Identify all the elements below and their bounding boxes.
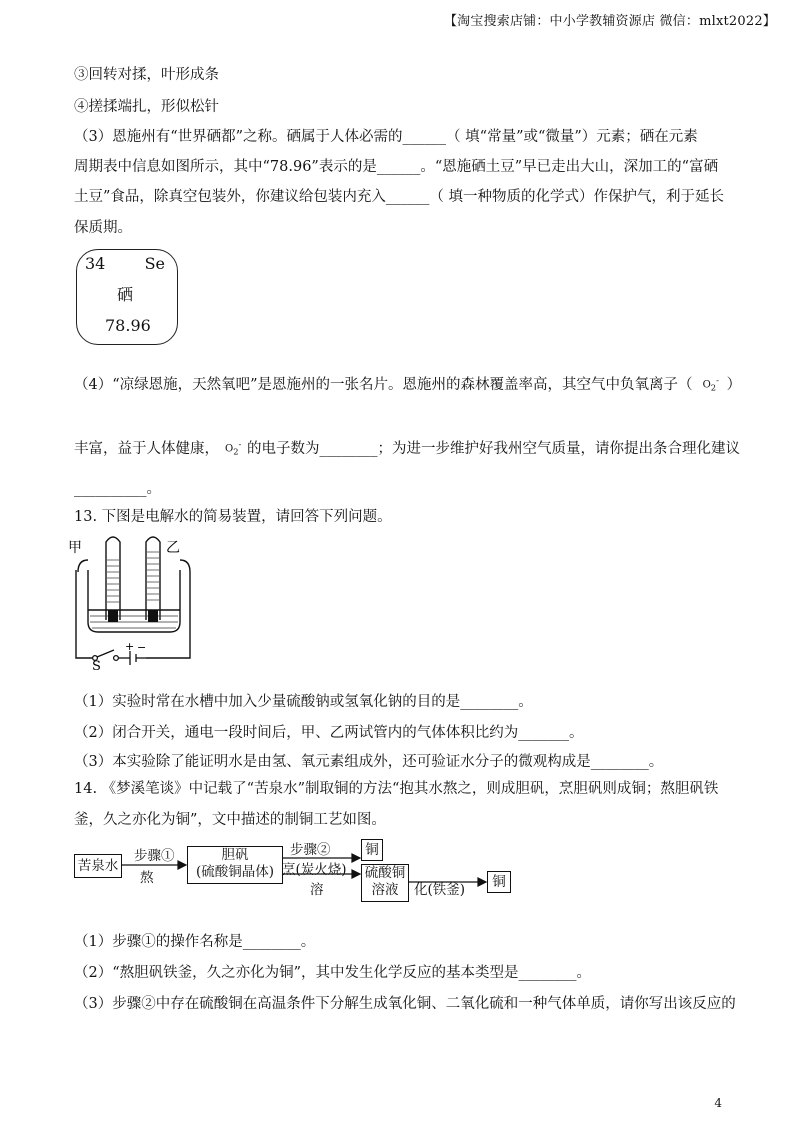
solution-name: 硫酸铜 bbox=[364, 865, 406, 881]
tube-label-left: 甲 bbox=[68, 540, 82, 556]
text-line bbox=[74, 373, 741, 394]
o2-charge: - bbox=[238, 439, 242, 449]
crystal-name: 胆矾 bbox=[221, 847, 249, 863]
question-13-part-2: （2）闭合开关，通电一段时间后，甲、乙两试管内的气体体积比约为_______。 bbox=[74, 725, 584, 741]
text-line: 釜，久之亦化为铜”，文中描述的制铜工艺如图。 bbox=[74, 812, 386, 828]
flow-label-dissolve: 溶 bbox=[310, 882, 324, 898]
element-card-selenium bbox=[76, 249, 178, 345]
flow-label-boil: 熬 bbox=[140, 870, 154, 886]
text-line: 保质期。 bbox=[74, 220, 132, 236]
o2-charge: - bbox=[716, 375, 719, 385]
line-text: 的电子数为________；为进一步维护好我州空气质量，请你提出条合理化建议 bbox=[247, 441, 740, 457]
text-line bbox=[74, 437, 740, 458]
electrode-left bbox=[108, 610, 118, 622]
minus-sign: − bbox=[137, 641, 147, 654]
atomic-number: 34 bbox=[85, 254, 106, 273]
text-line: ④搓揉端扎，形似松针 bbox=[74, 99, 219, 115]
element-symbol: Se bbox=[144, 254, 165, 273]
electrolysis-apparatus bbox=[68, 530, 200, 674]
atomic-mass: 78.96 bbox=[105, 316, 151, 335]
line-text: 丰富，益于人体健康， bbox=[74, 441, 219, 457]
text-line: 周期表中信息如图所示，其中“78.96”表示的是______。“恩施硒土豆”早已走出大山，深加工的“富硒 bbox=[74, 159, 719, 175]
electrode-right bbox=[148, 610, 158, 622]
page-number: 4 bbox=[714, 1096, 722, 1110]
question-14-part-2: （2）“熬胆矾铁釜，久之亦化为铜”，其中发生化学反应的基本类型是________。 bbox=[74, 965, 592, 981]
flow-box-copper-2: 铜 bbox=[487, 871, 511, 893]
flow-box-solution bbox=[361, 864, 409, 902]
page-header: 【淘宝搜索店铺：中小学教辅资源店 微信：mlxt2022】 bbox=[443, 14, 776, 29]
o2-subscript: 2 bbox=[710, 382, 717, 393]
solution-state: 溶液 bbox=[371, 882, 399, 898]
switch-label: S bbox=[92, 659, 101, 674]
copper-process-flow bbox=[74, 836, 534, 906]
question-13: 13. 下图是电解水的简易装置，请回答下列问题。 bbox=[74, 509, 392, 525]
crystal-formula-name: (硫酸铜晶体) bbox=[195, 864, 275, 880]
text-line: __________。 bbox=[74, 481, 161, 497]
question-14: 14. 《梦溪笔谈》中记载了“苦泉水”制取铜的方法“抱其水熬之，则成胆矾，烹胆矾则成铜；熬胆矾铁 bbox=[74, 781, 719, 797]
text-line: 土豆”食品，除真空包装外，你建议给包装内充入______（ 填一种物质的化学式）作保护气，利于延长 bbox=[74, 189, 725, 205]
question-13-part-3: （3）本实验除了能证明水是由氢、氧元素组成外，还可验证水分子的微观构成是________。 bbox=[74, 754, 664, 770]
flow-box-bitter-spring: 苦泉水 bbox=[74, 854, 122, 878]
o2-subscript: 2 bbox=[233, 446, 239, 457]
element-name: 硒 bbox=[117, 285, 134, 304]
flow-label-step2: 步骤② bbox=[290, 842, 331, 858]
text-line: ③回转对揉，叶形成条 bbox=[74, 67, 219, 83]
plus-sign: + bbox=[125, 640, 135, 653]
line-text: （4）“凉绿恩施，天然氧吧”是恩施州的一张名片。恩施州的森林覆盖率高，其空气中负氧离子（ bbox=[74, 377, 693, 393]
flow-label-roast: 烹(炭火烧) bbox=[282, 862, 347, 878]
o2-symbol: O bbox=[702, 379, 711, 391]
tube-label-right: 乙 bbox=[166, 540, 180, 556]
question-14-part-1: （1）步骤①的操作名称是________。 bbox=[74, 934, 316, 950]
flow-label-transform: 化(铁釜) bbox=[414, 882, 466, 898]
flow-box-copper-1: 铜 bbox=[361, 839, 383, 861]
question-13-part-1: （1）实验时常在水槽中加入少量硫酸钠或氢氧化钠的目的是________。 bbox=[74, 694, 533, 710]
flow-label-step1: 步骤① bbox=[134, 848, 175, 864]
text-line: （3）恩施州有“世界硒都”之称。硒属于人体必需的______（ 填“常量”或“微量”）元素；硒在元素 bbox=[74, 129, 698, 145]
question-14-part-3: （3）步骤②中存在硫酸铜在高温条件下分解生成氧化铜、二氧化硫和一种气体单质，请你写出该反应的 bbox=[74, 996, 736, 1012]
line-text: ） bbox=[726, 377, 742, 393]
o2-symbol: O bbox=[225, 443, 234, 455]
flow-box-crystal bbox=[187, 846, 283, 884]
